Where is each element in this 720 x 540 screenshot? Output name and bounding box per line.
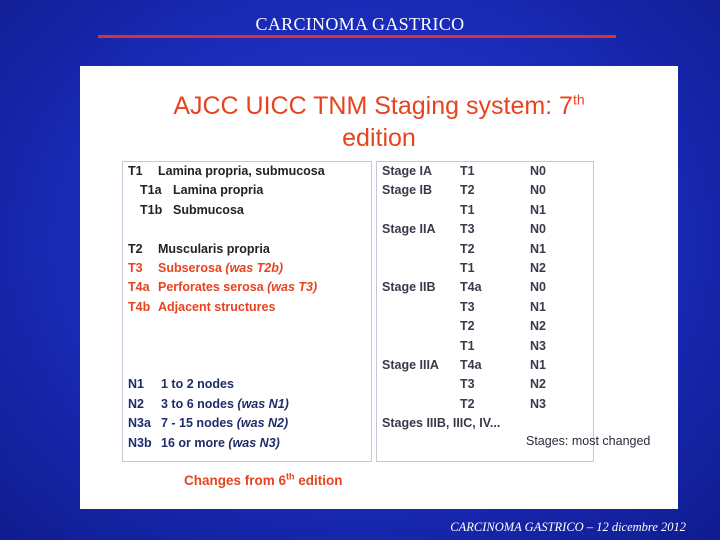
stage-n-value: N1 (530, 299, 546, 314)
t-description (158, 240, 270, 259)
t-change-note: (was T3) (267, 280, 318, 295)
stage-row (382, 414, 592, 433)
n-category-row (128, 434, 368, 453)
n-code: N3a (128, 416, 151, 431)
n-description-text: 7 - 15 nodes (161, 416, 234, 431)
t-description (173, 181, 263, 200)
stage-n-value: N0 (530, 222, 546, 237)
stage-label: Stage IB (382, 183, 433, 198)
title-divider (98, 35, 616, 38)
stage-row (382, 298, 592, 317)
t-code: T4a (128, 280, 150, 295)
t-category-row (128, 278, 368, 297)
n-code: N3b (128, 435, 152, 450)
t-description-text: Perforates serosa (158, 280, 264, 295)
t-description (158, 298, 275, 317)
n-description-text: 1 to 2 nodes (161, 377, 234, 392)
stage-n-value: N1 (530, 202, 546, 217)
t-description (173, 201, 244, 220)
n-category-row (128, 395, 368, 414)
stage-n-value: N2 (530, 319, 546, 334)
stage-n-value: N0 (530, 164, 546, 178)
n-category-row (128, 375, 368, 394)
t-description (158, 278, 317, 297)
stage-row (382, 395, 592, 414)
stage-n-value: N2 (530, 261, 546, 275)
footer-caption: CARCINOMA GASTRICO – 12 dicembre 2012 (450, 520, 686, 534)
t-description (158, 259, 283, 278)
stage-t-value: T4a (460, 280, 482, 295)
n-change-note: (was N3) (228, 435, 280, 450)
n-description (161, 395, 289, 414)
stages-note: Stages: most changed (526, 434, 651, 448)
stage-n-value: N0 (530, 280, 546, 295)
t-code: T1 (128, 164, 143, 178)
stage-row (382, 181, 592, 200)
stage-t-value: T3 (460, 377, 475, 392)
stage-row (382, 259, 592, 278)
t-description-text: Submucosa (173, 202, 244, 217)
stage-t-value: T3 (460, 222, 475, 237)
stage-row (382, 278, 592, 297)
stage-row (382, 240, 592, 259)
stage-t-value: T2 (460, 183, 475, 198)
t-category-row (128, 259, 368, 278)
t-category-row (128, 201, 368, 220)
t-description (158, 162, 325, 181)
stage-t-value: T4a (460, 358, 482, 372)
heading-line2: edition (342, 124, 416, 152)
content-panel (80, 66, 678, 509)
stage-row (382, 356, 592, 375)
t-description-text: Adjacent structures (158, 299, 276, 314)
stage-row (382, 201, 592, 220)
t-description-text: Muscularis propria (158, 241, 270, 256)
t-code: T1b (140, 202, 163, 217)
n-change-note: (was N2) (236, 416, 289, 431)
n-code: N2 (128, 396, 144, 411)
stage-label: Stage IIIA (382, 358, 439, 372)
t-description-text: Subserosa (158, 261, 222, 275)
changes-superscript: th (286, 471, 295, 482)
t-code: T2 (128, 241, 143, 256)
stage-label: Stages IIIB, IIIC, IV... (382, 416, 501, 431)
stage-n-value: N0 (530, 183, 546, 198)
changes-tail: edition (294, 473, 343, 488)
stage-t-value: T2 (460, 241, 475, 256)
stage-t-value: T2 (460, 319, 475, 334)
stage-row (382, 317, 592, 336)
stage-row (382, 162, 592, 181)
heading-line1: AJCC UICC TNM Staging system: 7 (173, 92, 573, 120)
t-code: T4b (128, 299, 151, 314)
t-description-text: Lamina propria (173, 183, 264, 198)
stage-t-value: T1 (460, 338, 475, 353)
n-description (161, 414, 288, 433)
slide-title: CARCINOMA GASTRICO (255, 14, 465, 34)
t-change-note: (was T2b) (225, 261, 284, 275)
heading-superscript: th (572, 91, 585, 108)
stage-n-value: N1 (530, 241, 546, 256)
changes-caption (184, 473, 343, 488)
stage-label: Stage IIB (382, 280, 436, 295)
n-description-text: 3 to 6 nodes (161, 396, 234, 411)
stage-label: Stage IA (382, 164, 433, 178)
t-category-row (128, 181, 368, 200)
t-description-text: Lamina propria, submucosa (158, 164, 325, 178)
changes-text: Changes from 6 (184, 473, 287, 488)
table-heading (80, 90, 678, 154)
n-change-note: (was N1) (237, 396, 289, 411)
t-category-row (128, 240, 368, 259)
n-code: N1 (128, 377, 144, 392)
t-code: T1a (140, 183, 162, 198)
stage-n-value: N3 (530, 396, 546, 411)
stage-t-value: T1 (460, 261, 475, 275)
t-category-row (128, 298, 368, 317)
t-category-row (128, 162, 368, 181)
n-description-text: 16 or more (161, 435, 225, 450)
stage-t-value: T1 (460, 164, 475, 178)
stage-label: Stage IIA (382, 222, 436, 237)
stage-n-value: N1 (530, 358, 546, 372)
stage-row (382, 337, 592, 356)
t-code: T3 (128, 261, 143, 275)
n-category-row (128, 414, 368, 433)
stage-n-value: N3 (530, 338, 546, 353)
stage-n-value: N2 (530, 377, 546, 392)
n-description (161, 434, 280, 453)
n-description (161, 375, 234, 394)
stage-t-value: T1 (460, 202, 475, 217)
stage-row (382, 375, 592, 394)
stage-row (382, 220, 592, 239)
stage-t-value: T2 (460, 396, 475, 411)
stage-t-value: T3 (460, 299, 475, 314)
